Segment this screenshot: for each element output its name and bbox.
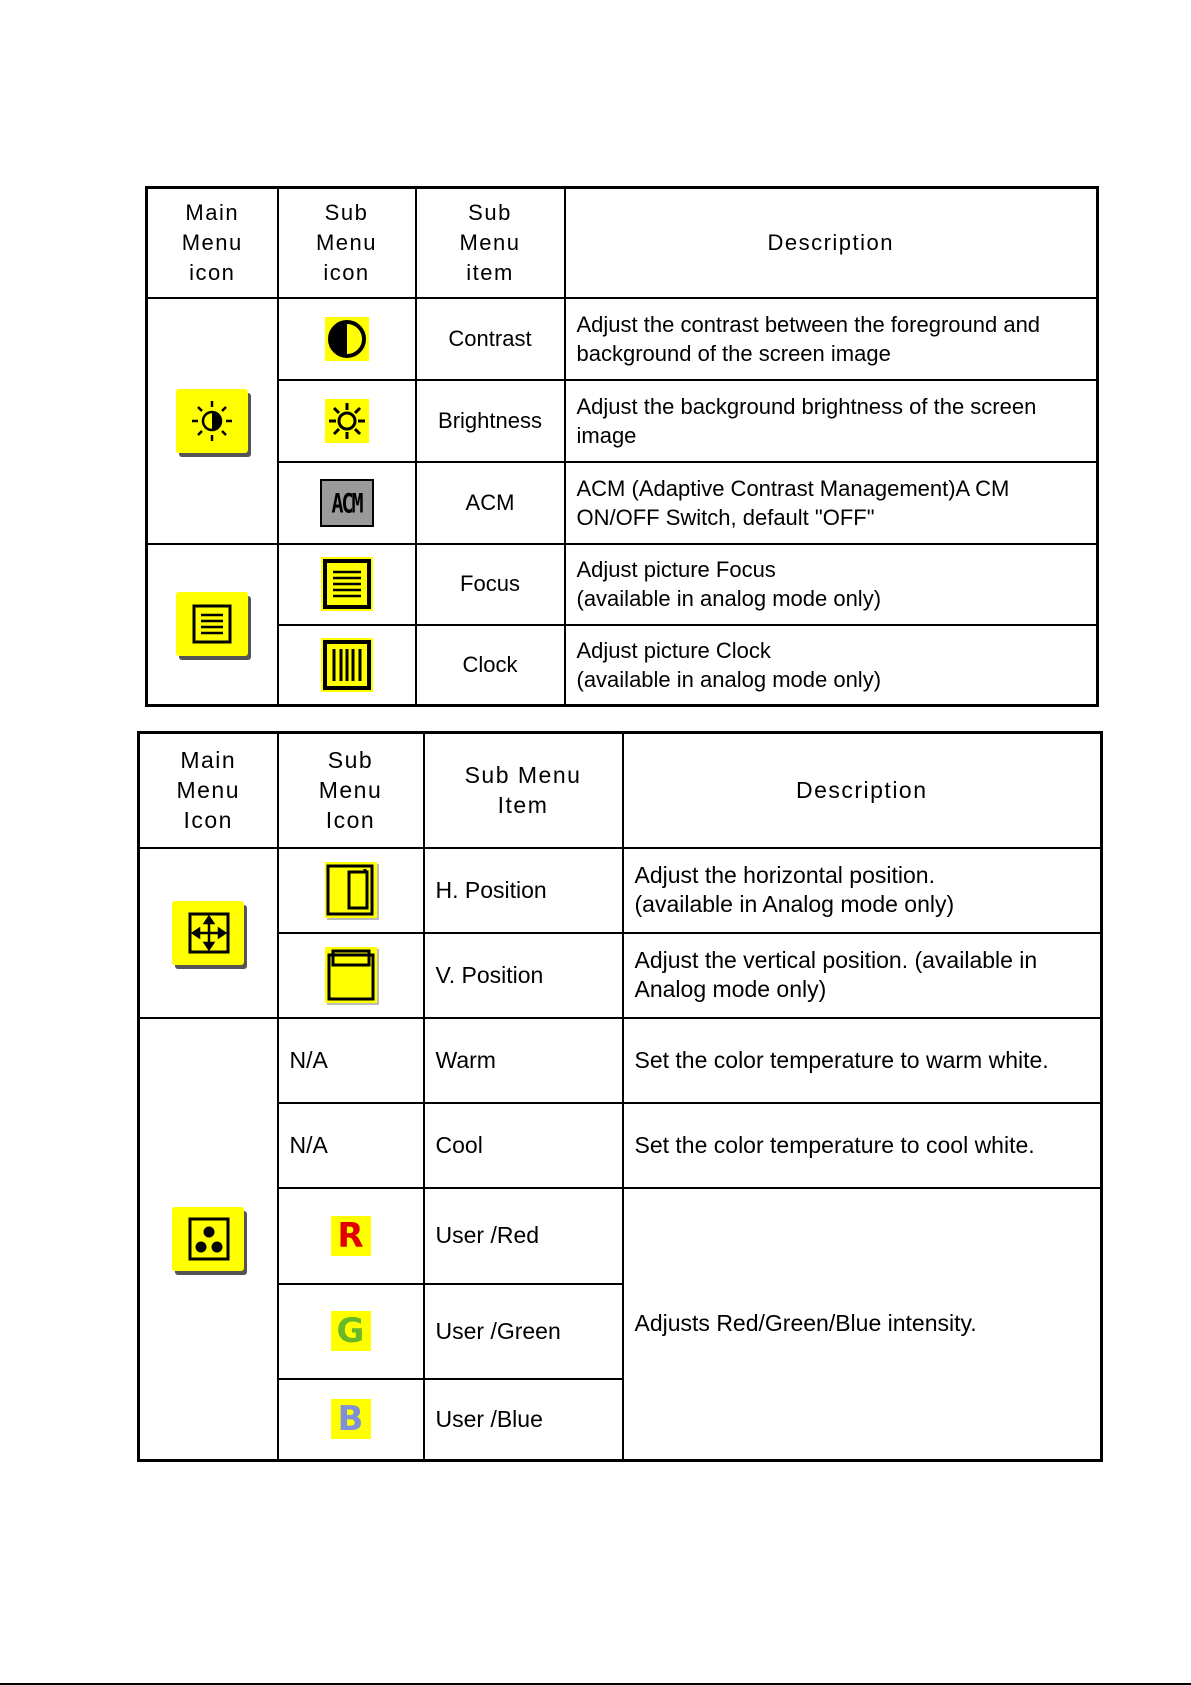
description: Adjust the horizontal position. (available in Analog mode only)	[623, 848, 1102, 933]
table-row	[147, 544, 1098, 625]
table-header-row	[139, 733, 1102, 848]
main-menu-cell-image	[147, 544, 278, 706]
header-sub-menu-item: Sub Menu item	[416, 188, 565, 298]
header-sub-menu-icon: Sub Menu icon	[278, 188, 416, 298]
sub-icon-cell	[278, 462, 416, 544]
sub-menu-item: V. Position	[424, 933, 623, 1018]
sub-menu-item: Warm	[424, 1018, 623, 1103]
color-temperature-icon	[172, 1207, 244, 1271]
table-row	[147, 298, 1098, 380]
table-header-row	[147, 188, 1098, 298]
sub-icon-cell	[278, 848, 424, 933]
sub-menu-item: H. Position	[424, 848, 623, 933]
sub-icon-cell	[278, 298, 416, 380]
sub-icon-cell	[278, 1284, 424, 1379]
main-menu-cell-luminance	[147, 298, 278, 544]
description: Adjust picture Focus (available in analog mode only)	[565, 544, 1098, 625]
brightness-icon	[325, 399, 369, 443]
sub-menu-item: Cool	[424, 1103, 623, 1188]
header-sub-menu-icon: Sub Menu Icon	[278, 733, 424, 848]
sub-icon-na: N/A	[278, 1103, 424, 1188]
sub-menu-item: Focus	[416, 544, 565, 625]
sub-icon-cell	[278, 1188, 424, 1284]
contrast-icon	[325, 317, 369, 361]
main-menu-cell-position	[139, 848, 278, 1018]
sub-menu-item: User /Green	[424, 1284, 623, 1379]
description: Set the color temperature to cool white.	[623, 1103, 1102, 1188]
sub-menu-item: Brightness	[416, 380, 565, 462]
description: Adjust the background brightness of the screen image	[565, 380, 1098, 462]
sub-icon-cell	[278, 625, 416, 706]
osd-menu-table-1	[145, 186, 1099, 707]
table-row	[139, 933, 1102, 1018]
table-row	[139, 1103, 1102, 1188]
focus-icon	[321, 557, 373, 611]
sub-menu-item: Contrast	[416, 298, 565, 380]
description: ACM (Adaptive Contrast Management)A CM ON/OFF Switch, default "OFF"	[565, 462, 1098, 544]
description: Set the color temperature to warm white.	[623, 1018, 1102, 1103]
clock-icon	[321, 638, 373, 692]
description: Adjust the contrast between the foreground and background of the screen image	[565, 298, 1098, 380]
blue-icon: B	[331, 1399, 371, 1439]
red-icon: R	[331, 1216, 371, 1256]
header-main-menu-icon: Main Menu icon	[147, 188, 278, 298]
acm-icon-text: ACM	[331, 486, 362, 519]
sub-icon-na: N/A	[278, 1018, 424, 1103]
sub-menu-item: Clock	[416, 625, 565, 706]
header-main-menu-icon: Main Menu Icon	[139, 733, 278, 848]
header-description: Description	[623, 733, 1102, 848]
header-sub-menu-item: Sub Menu Item	[424, 733, 623, 848]
sub-menu-item: ACM	[416, 462, 565, 544]
table-row	[139, 1188, 1102, 1284]
sub-menu-item: User /Blue	[424, 1379, 623, 1461]
sub-icon-cell	[278, 544, 416, 625]
luminance-icon	[176, 389, 248, 453]
description: Adjust picture Clock (available in analog mode only)	[565, 625, 1098, 706]
table-row	[147, 462, 1098, 544]
sub-icon-cell	[278, 1379, 424, 1461]
sub-icon-cell	[278, 380, 416, 462]
h-position-icon	[325, 862, 377, 918]
position-icon	[172, 901, 244, 965]
description: Adjust the vertical position. (available in Analog mode only)	[623, 933, 1102, 1018]
table-row	[139, 1018, 1102, 1103]
green-icon: G	[331, 1311, 371, 1351]
osd-menu-table-2	[137, 731, 1103, 1462]
v-position-icon	[325, 947, 377, 1003]
main-menu-cell-color	[139, 1018, 278, 1461]
acm-icon	[320, 479, 374, 527]
table-row	[147, 380, 1098, 462]
description-rgb: Adjusts Red/Green/Blue intensity.	[623, 1188, 1102, 1461]
sub-menu-item: User /Red	[424, 1188, 623, 1284]
header-description: Description	[565, 188, 1098, 298]
table-row	[139, 848, 1102, 933]
image-setting-icon	[176, 592, 248, 656]
sub-icon-cell	[278, 933, 424, 1018]
table-row	[147, 625, 1098, 706]
